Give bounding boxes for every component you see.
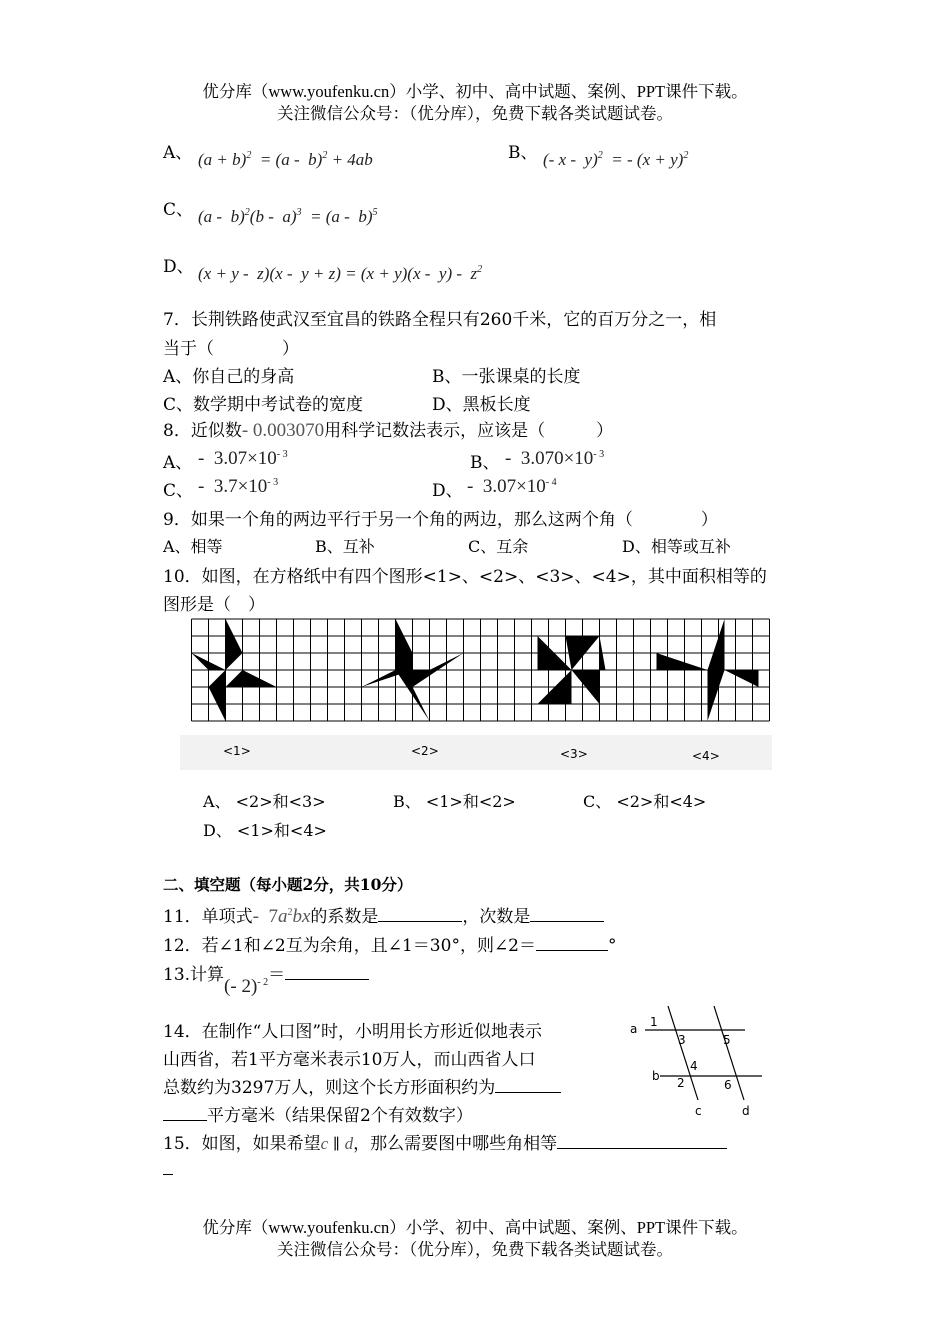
q10-option-d: D、 <1>和<4> — [203, 821, 327, 840]
q7-stem-line-2: 当于（ ） — [163, 339, 299, 359]
q8-option-a-value: - $3.07\times 10^{- 3}$ — [198, 448, 288, 469]
q10-option-c: C、 <2>和<4> — [583, 792, 707, 811]
q8-option-c-value: - $3.7\times 10^{- 3}$ — [198, 476, 279, 497]
q9-option-a: A、相等 — [163, 537, 223, 556]
q7-option-c: C、数学期中考试卷的宽度 — [163, 395, 364, 415]
label-c: c — [695, 1104, 702, 1118]
q10-stem-line-1: 10．如图，在方格纸中有四个图形<1>、<2>、<3>、<4>，其中面积相等的 — [163, 567, 767, 587]
figure-3-pinwheel — [538, 636, 606, 704]
footer-line-1: 优分库（www.youfenku.cn）小学、初中、高中试题、案例、PPT课件下载。 — [202, 1218, 748, 1237]
q8-stem: 8．近似数- 0.003070用科学记数法表示，应该是（ ） — [163, 420, 614, 441]
q15-continuation-blank — [163, 1160, 173, 1180]
q10-stem-line-2: 图形是（ ） — [163, 595, 265, 615]
angle-4-label: 4 — [690, 1059, 698, 1073]
angle-5-label: 5 — [723, 1033, 731, 1047]
figure-4-label: <4> — [692, 749, 720, 763]
q7-option-a: A、你自己的身高 — [163, 367, 295, 387]
q6-option-d-formula: $(x + y - z)(x - y + z) = (x + y)(x - y) - z^2$ — [198, 264, 483, 283]
q8-option-b-value: - $3.070\times 10^{- 3}$ — [505, 448, 605, 469]
q12: 12．若∠1和∠2互为余角，且∠1＝30°，则∠2＝ ° — [163, 936, 617, 956]
figure-3-label: <3> — [560, 747, 588, 761]
q9-stem: 9．如果一个角的两边平行于另一个角的两边，那么这两个角（ ） — [163, 510, 718, 530]
q14-line-4: 平方毫米（结果保留2个有效数字） — [163, 1101, 473, 1126]
footer-line-2: 关注微信公众号：（优分库），免费下载各类试题试卷。 — [277, 1240, 673, 1259]
q11: 11．单项式- $7a^2bx$的系数是 ，次数是 — [163, 902, 604, 928]
q14-line-3: 总数约为3297万人，则这个长方形面积约为 — [163, 1073, 561, 1098]
q6-option-d-label: D、 — [163, 257, 194, 277]
figure-1-label: <1> — [223, 744, 251, 758]
q6-option-a-formula: $(a + b)^2 = (a - b)^2 + 4ab$ — [198, 150, 373, 169]
q6-option-c-formula: (a - b)$^2$(b - a)$^3$ = (a - b)$^5$ — [198, 207, 378, 226]
header-line-1: 优分库（www.youfenku.cn）小学、初中、高中试题、案例、PPT课件下载。 — [202, 82, 748, 101]
q9-option-b: B、互补 — [315, 537, 375, 556]
q6-option-a-label: A、 — [163, 143, 193, 163]
q7-stem-line-1: 7．长荆铁路使武汉至宜昌的铁路全程只有260千米，它的百万分之一，相 — [163, 310, 717, 330]
angle-6-label: 6 — [724, 1078, 732, 1092]
q8-option-c-label: C、 — [163, 481, 194, 501]
figure-2-label: <2> — [411, 744, 439, 758]
q6-option-b-label: B、 — [508, 143, 538, 163]
parallel-lines-figure — [626, 1004, 766, 1122]
label-d: d — [742, 1104, 750, 1118]
angle-3-label: 3 — [678, 1033, 686, 1047]
q6-option-b-formula: (- x - y)$^2$ = - $(x + y)^2$ — [543, 150, 689, 169]
q14-line-1: 14．在制作“人口图”时，小明用长方形近似地表示 — [163, 1022, 543, 1042]
angle-1-label: 1 — [650, 1015, 658, 1029]
q8-option-b-label: B、 — [470, 453, 500, 473]
q10-option-b: B、 <1>和<2> — [393, 792, 516, 811]
figure-4-pinwheel — [657, 619, 759, 721]
q9-option-c: C、互余 — [468, 537, 529, 556]
q6-option-c-label: C、 — [163, 200, 194, 220]
q8-option-d-label: D、 — [432, 481, 463, 501]
q9-option-d: D、相等或互补 — [622, 537, 731, 556]
q7-option-b: B、一张课桌的长度 — [432, 367, 581, 387]
section-2-title: 二、填空题（每小题2分，共10分） — [163, 875, 413, 894]
label-a: a — [630, 1022, 638, 1036]
angle-2-label: 2 — [677, 1076, 685, 1090]
header-line-2: 关注微信公众号：（优分库），免费下载各类试题试卷。 — [277, 104, 673, 123]
q10-grid-figure — [180, 615, 772, 770]
q10-option-a: A、 <2>和<3> — [203, 792, 326, 811]
q8-option-a-label: A、 — [163, 453, 193, 473]
q15: 15．如图，如果希望c ∥ d，那么需要图中哪些角相等 — [163, 1129, 727, 1154]
label-b: b — [652, 1069, 660, 1083]
q13: 13.计算(- 2)$^{- 2}$＝ — [163, 960, 369, 986]
q14-line-2: 山西省，若1平方毫米表示10万人，而山西省人口 — [163, 1050, 536, 1070]
q8-option-d-value: - $3.07\times 10^{- 4}$ — [467, 476, 557, 497]
q7-option-d: D、黑板长度 — [432, 395, 531, 415]
